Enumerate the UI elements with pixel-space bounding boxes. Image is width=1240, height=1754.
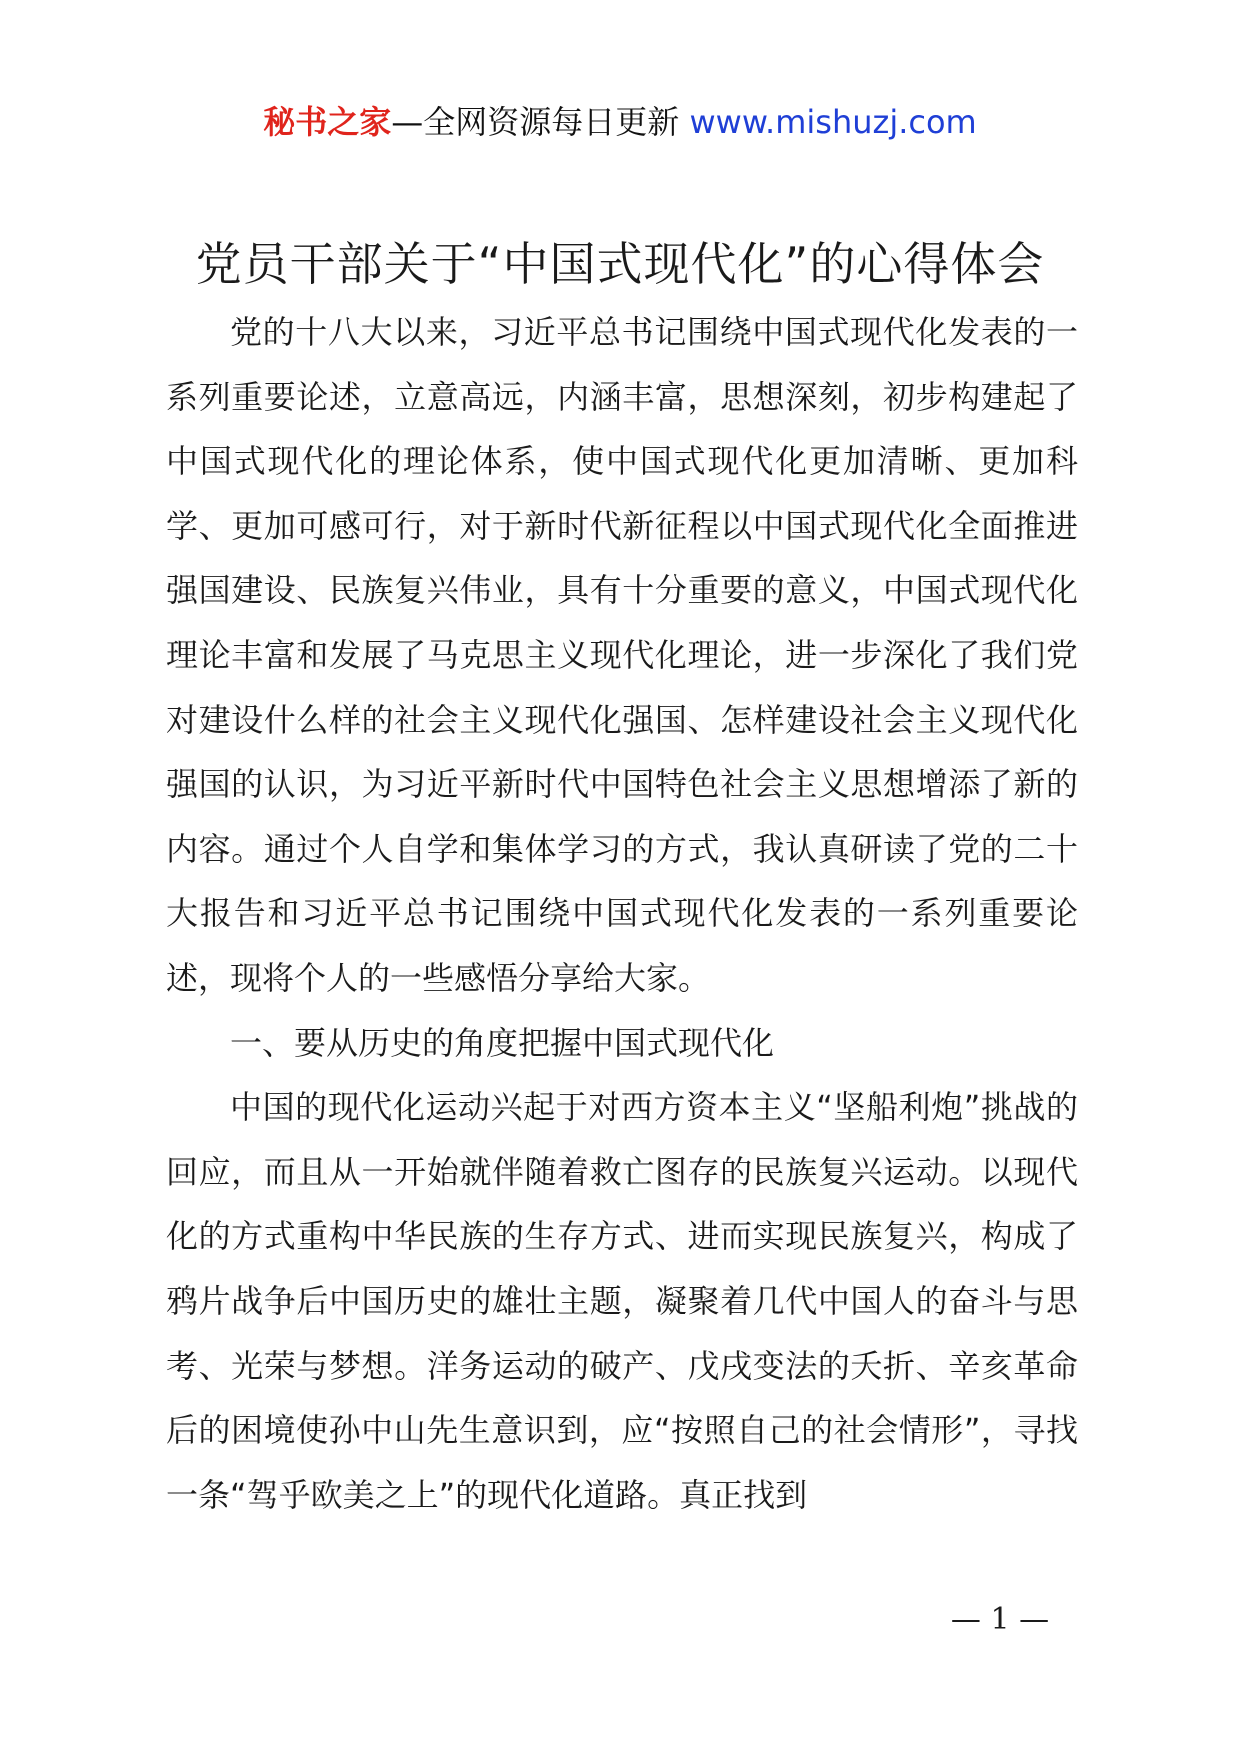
banner-url-link[interactable]: www.mishuzj.com bbox=[689, 103, 977, 141]
body-paragraph-intro: 党的十八大以来，习近平总书记围绕中国式现代化发表的一系列重要论述，立意高远，内涵丰富，思想深刻，初步构建起了中国式现代化的理论体系，使中国式现代化更加清晰、更加科学、更加可感可行，对于新时代新征程以中国式现代化全面推进强国建设、民族复兴伟业，具有十分重要的意义，中国式现代化理论丰富和发展了马克思主义现代化理论，进一步深化了我们党对建设什么样的社会主义现代化强国、怎样建设社会主义现代化强国的认识，为习近平新时代中国特色社会主义思想增添了新的内容。通过个人自学和集体学习的方式，我认真研读了党的二十大报告和习近平总书记围绕中国式现代化发表的一系列重要论述，现将个人的一些感悟分享给大家。 bbox=[166, 313, 1078, 997]
page-number: — 1 — bbox=[950, 1602, 1050, 1637]
banner-tagline: —全网资源每日更新 bbox=[391, 103, 690, 141]
section-heading-1: 一、要从历史的角度把握中国式现代化 bbox=[230, 1023, 775, 1062]
document-body bbox=[166, 300, 1078, 1527]
body-paragraph-history: 中国的现代化运动兴起于对西方资本主义“坚船利炮”挑战的回应，而且从一开始就伴随着救亡图存的民族复兴运动。以现代化的方式重构中华民族的生存方式、进而实现民族复兴，构成了鸦片战争后中国历史的雄壮主题，凝聚着几代中国人的奋斗与思考、光荣与梦想。洋务运动的破产、戊戌变法的夭折、辛亥革命后的困境使孙中山先生意识到，应“按照自己的社会情形”，寻找一条“驾乎欧美之上”的现代化道路。真正找到 bbox=[166, 1088, 1078, 1514]
document-title: 党员干部关于“中国式现代化”的心得体会 bbox=[195, 237, 1045, 291]
banner-brand: 秘书之家 bbox=[263, 103, 392, 141]
site-banner bbox=[0, 98, 1240, 146]
